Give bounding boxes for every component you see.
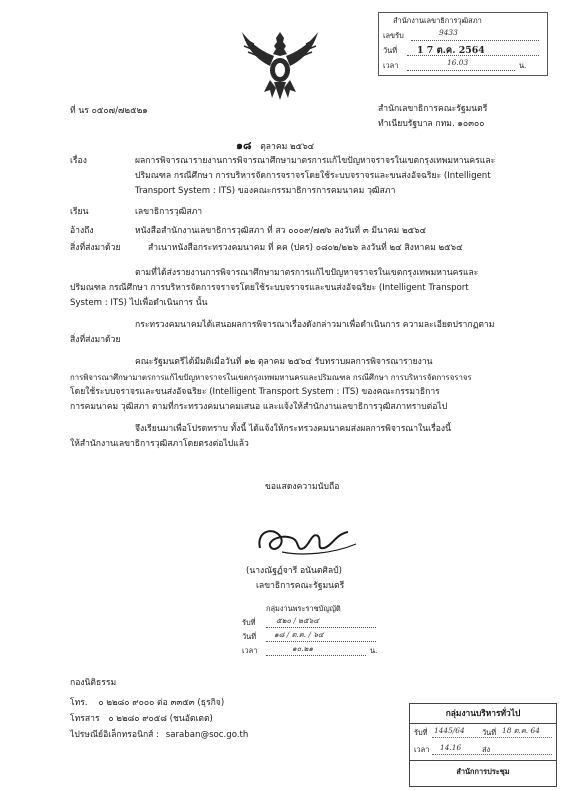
- stamp-time-value: 16.03: [447, 58, 469, 67]
- paragraph-4-line-2: ให้สำนักงานเลขาธิการวุฒิสภาโดยตรงต่อไปแล้ว: [70, 439, 249, 449]
- admin-date-label: วันที่: [482, 728, 497, 737]
- document-number: ที่ นร ๐๕๐๗/๗๒๕๒๑: [70, 106, 148, 116]
- registry-no-value: ๕๒๐ / ๒๕๖๔: [276, 616, 319, 625]
- paragraph-1-line-2: ปริมณฑล กรณีศึกษา การบริหารจัดการจราจรโดยใช้ระบบจราจรและขนส่งอัจฉริยะ (Intelligent Transport: [70, 283, 469, 293]
- paragraph-3-line-2: การพิจารณาศึกษามาตรการแก้ไขปัญหาจราจรในเขตกรุงเทพมหานครและปริมณฑล กรณีศึกษา การบริหารจัดการจราจร: [70, 373, 472, 382]
- closing-text: ขอแสดงความนับถือ: [265, 482, 340, 492]
- admin-division-stamp: [409, 703, 557, 787]
- paragraph-4-line-1: จึงเรียนมาเพื่อโปรดทราบ ทั้งนี้ ได้แจ้งให้กระทรวงคมนาคมส่งผลการพิจารณาในเรื่องนี้: [135, 424, 451, 434]
- date-month-year: ตุลาคม ๒๕๖๔: [260, 142, 315, 152]
- paragraph-2-line-2: สิ่งที่ส่งมาด้วย: [70, 335, 121, 345]
- registry-time-label: เวลา: [242, 646, 258, 655]
- admin-stamp-footer: สำนักการประชุม: [456, 767, 510, 776]
- stamp-date-value: 1 7 ต.ค. 2564: [417, 45, 485, 56]
- paragraph-2-line-1: กระทรวงคมนาคมได้เสนอผลการพิจารณาเรื่องดังกล่าวมาเพื่อดำเนินการ ความละเอียดปรากฏตาม: [135, 320, 495, 330]
- contact-fax: [70, 714, 213, 725]
- senate-receipt-stamp: [378, 12, 548, 76]
- registry-date-value: ๑๘ / ต.ค. / ๖๔: [274, 630, 324, 639]
- reference-value: หนังสือสำนักงานเลขาธิการวุฒิสภา ที่ สว ๐๐๐๙/๗๗๖ ลงวันที่ ๓ มีนาคม ๒๕๖๔: [135, 226, 427, 236]
- admin-date-value: 18 ต.ค. 64: [502, 726, 540, 735]
- stamp-no-value: 9433: [439, 28, 458, 37]
- registry-time-suffix: น.: [370, 646, 378, 655]
- subject-label: เรื่อง: [70, 156, 87, 166]
- subject-line-3: Transport System : ITS) ของคณะกรรมาธิการการคมนาคม วุฒิสภา: [135, 186, 396, 196]
- reference-label: อ้างถึง: [70, 226, 94, 236]
- subject-line-1: ผลการพิจารณารายงานการพิจารณาศึกษามาตรการแก้ไขปัญหาจราจรในเขตกรุงเทพมหานครและ: [135, 156, 496, 166]
- enclosure-value: สำเนาหนังสือกระทรวงคมนาคม ที่ คค (ปคร) ๐๘๐๒/๒๒๖ ลงวันที่ ๒๔ สิงหาคม ๒๕๖๔: [148, 243, 463, 253]
- sender-office: สำนักเลขาธิการคณะรัฐมนตรี: [378, 104, 488, 114]
- fax-value: ๐ ๒๒๘๐ ๙๐๕๘ (ชนอัตเตต): [108, 714, 213, 724]
- registry-office: กลุ่มงานพระราชบัญญัติ: [266, 604, 341, 613]
- stamp-time-label: เวลา: [383, 61, 399, 70]
- admin-time-value: 14.16: [440, 743, 462, 752]
- admin-to-label: ส่ง: [482, 745, 491, 754]
- stamp-office: สำนักงานเลขาธิการวุฒิสภา: [393, 16, 482, 25]
- contact-tel: [70, 698, 224, 709]
- tel-value: ๐ ๒๒๘๐ ๙๐๐๐ ต่อ ๓๓๕๓ (ธุรกิจ): [98, 698, 225, 708]
- stamp-time-suffix: น.: [519, 61, 527, 70]
- signatory-title: เลขาธิการคณะรัฐมนตรี: [256, 581, 345, 591]
- sender-address: ทำเนียบรัฐบาล กทม. ๑๐๓๐๐: [378, 119, 485, 129]
- stamp-no-label: เลขรับ: [383, 31, 404, 40]
- fax-label: โทรสาร: [70, 714, 100, 724]
- admin-stamp-title: กลุ่มงานบริหารทั่วไป: [410, 704, 556, 724]
- recipient-label: เรียน: [70, 207, 89, 217]
- registry-date-label: วันที่: [242, 632, 257, 641]
- subject-line-2: ปริมณฑล กรณีศึกษา การบริหารจัดการจราจรโดยใช้ระบบจราจรและขนส่งอัจฉริยะ (Intelligent: [135, 171, 491, 181]
- paragraph-1-line-3: System : ITS) ไปเพื่อดำเนินการ นั้น: [70, 298, 208, 308]
- email-value[interactable]: saraban@soc.go.th: [165, 730, 249, 740]
- enclosure-label: สิ่งที่ส่งมาด้วย: [70, 243, 121, 253]
- admin-no-value: 1445/64: [434, 726, 465, 735]
- document-date: [236, 140, 314, 153]
- paragraph-3-line-1: คณะรัฐมนตรีได้มีมติเมื่อวันที่ ๑๒ ตุลาคม ๒๕๖๔ รับทราบผลการพิจารณารายงาน: [135, 357, 433, 367]
- date-day: ๑๘: [236, 139, 252, 152]
- stamp-date-label: วันที่: [383, 46, 398, 55]
- paragraph-3-line-4: การคมนาคม วุฒิสภา ตามที่กระทรวงคมนาคมเสนอ และแจ้งให้สำนักงานเลขาธิการวุฒิสภาทราบต่อไป: [70, 402, 448, 412]
- garuda-emblem-icon: [240, 28, 320, 104]
- registry-stamp: [242, 604, 387, 664]
- paragraph-3-line-3: โดยใช้ระบบจราจรและขนส่งอัจฉริยะ (Intelligent Transport System : ITS) ของคณะกรรมาธิการ: [70, 387, 440, 397]
- contact-division: กองนิติธรรม: [70, 678, 117, 688]
- signature: [252, 508, 362, 564]
- registry-time-value: ๑๐.๒๑: [292, 644, 314, 653]
- admin-no-label: รับที่: [414, 728, 428, 737]
- contact-email: [70, 730, 248, 741]
- email-label: ไปรษณีย์อิเล็กทรอนิกส์ :: [70, 730, 160, 740]
- paragraph-1-line-1: ตามที่ได้ส่งรายงานการพิจารณาศึกษามาตรการแก้ไขปัญหาจราจรในเขตกรุงเทพมหานครและ: [135, 268, 479, 278]
- tel-label: โทร.: [70, 698, 88, 708]
- recipient-value: เลขาธิการวุฒิสภา: [135, 207, 203, 217]
- signatory-name: (นางณัฐฏ์จารี อนันตศิลป์): [246, 566, 342, 576]
- admin-time-label: เวลา: [414, 745, 430, 754]
- registry-no-label: รับที่: [242, 618, 256, 627]
